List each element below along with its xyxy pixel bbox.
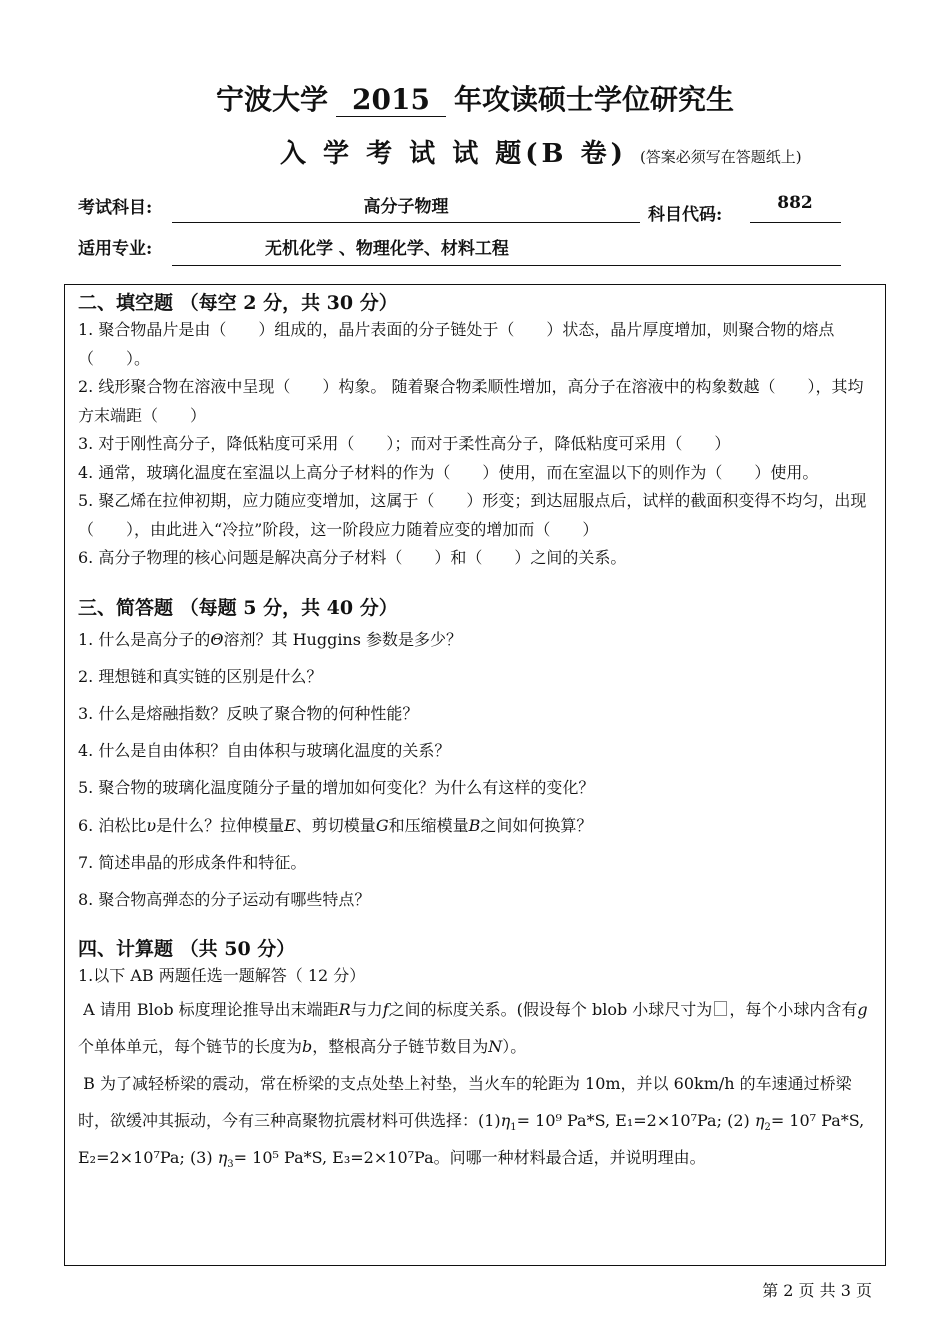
fill-question-4: 4. 通常，玻璃化温度在室温以上高分子材料的作为（ ）使用，而在室温以下的则作为（ ）使用。	[78, 462, 819, 482]
fill-question-6: 6. 高分子物理的核心问题是解决高分子材料（ ）和（ ）之间的关系。	[78, 548, 627, 567]
short-question-4: 4. 什么是自由体积？自由体积与玻璃化温度的关系？	[78, 741, 451, 761]
short-answer-list	[78, 621, 874, 919]
section-fill-blank-title: 二、填空题 （每空 2 分，共 30 分）	[78, 292, 398, 314]
question-content	[78, 290, 874, 1176]
short-question-6: 6. 泊松比υ是什么？拉伸模量E、剪切模量G和压缩模量B之间如何换算？	[78, 815, 593, 835]
subject-underline	[172, 222, 640, 223]
title-suffix: 年攻读硕士学位研究生	[454, 83, 735, 116]
section-calculation-title: 四、计算题 （共 50 分）	[78, 938, 296, 961]
short-question-5: 5. 聚合物的玻璃化温度随分子量的增加如何变化？为什么有这样的变化？	[78, 778, 595, 798]
code-value: 882	[777, 193, 813, 213]
fill-question-2: 2. 线形聚合物在溶液中呈现（ ）构象。 随着聚合物柔顺性增加，高分子在溶液中的构象数越（ ），其均方末端距（ ）	[78, 377, 864, 425]
calc-options	[78, 991, 874, 1176]
subject-label: 考试科目:	[78, 198, 153, 218]
exam-subtitle	[280, 133, 802, 170]
code-underline	[750, 222, 841, 223]
blob-size-symbol	[714, 1001, 727, 1016]
calc-option-a: A 请用 Blob 标度理论推导出末端距R与力f之间的标度关系。(假设每个 blob 小球尺寸为 ，每个小球内含有g个单体单元，每个链节的长度为b，整根高分子链节数目为N）。	[78, 999, 868, 1056]
fill-question-1: 1. 聚合物晶片是由（ ）组成的，晶片表面的分子链处于（ ）状态，晶片厚度增加，则聚合物的熔点（ ）。	[78, 320, 835, 368]
short-question-2: 2. 理想链和真实链的区别是什么？	[78, 666, 323, 686]
calc-question-1: 1.以下 AB 两题任选一题解答（ 12 分）	[78, 966, 366, 986]
exam-year: 2015	[336, 83, 446, 117]
code-label: 科目代码:	[648, 205, 723, 225]
subtitle-text: 入 学 考 试 试 题(B 卷)	[280, 139, 627, 169]
university-name: 宁波大学	[215, 83, 328, 116]
page-number: 第 2 页 共 3 页	[762, 1281, 872, 1300]
subject-value: 高分子物理	[363, 197, 449, 217]
short-question-3: 3. 什么是熔融指数？反映了聚合物的何种性能？	[78, 703, 419, 723]
fill-question-3: 3. 对于刚性高分子，降低粘度可采用（ ）；而对于柔性高分子，降低粘度可采用（ ）	[78, 434, 731, 453]
subtitle-note: (答案必须写在答题纸上)	[639, 148, 802, 166]
major-value: 无机化学 、物理化学、材料工程	[265, 239, 509, 259]
calc-option-b: B 为了减轻桥梁的震动，常在桥梁的支点处垫上衬垫，当火车的轮距为 10m，并以 60km/h 的车速通过桥梁时，欲缓冲其振动，今有三种高聚物抗震材料可供选择：$(1)\eta_1= 10^9$ Pa*S, E₁=2×10⁷Pa; (2) $\eta_2= 10^7$ Pa*S, E₂=2×10⁷Pa; (3) $\eta_3= 10^5$ Pa*S, E₃=2×10⁷Pa。问哪一种材料最合适，并说明理由。	[78, 1073, 865, 1170]
short-question-8: 8. 聚合物高弹态的分子运动有哪些特点？	[78, 889, 371, 909]
major-label: 适用专业:	[78, 239, 153, 259]
fill-question-5: 5. 聚乙烯在拉伸初期，应力随应变增加，这属于（ ）形变；到达屈服点后，试样的截面积变得不均匀，出现（ ），由此进入“冷拉”阶段，这一阶段应力随着应变的增加而（ ）	[78, 491, 867, 539]
major-underline	[172, 265, 841, 266]
exam-title	[0, 78, 950, 118]
short-question-1: 1. 什么是高分子的Θ溶剂？其 Huggins 参数是多少？	[78, 629, 463, 649]
section-short-answer-title: 三、简答题 （每题 5 分，共 40 分）	[78, 596, 398, 619]
short-question-7: 7. 简述串晶的形成条件和特征。	[78, 852, 307, 872]
